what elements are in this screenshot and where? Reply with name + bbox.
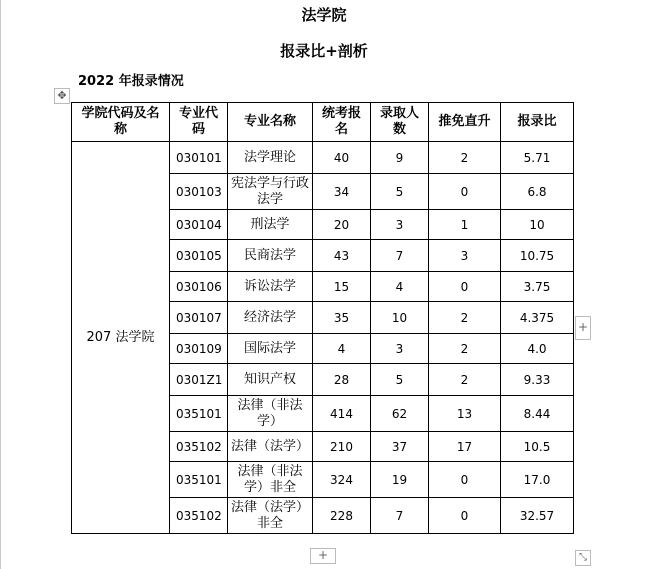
header-major-name: 专业名称	[228, 103, 313, 142]
cell-ratio: 5.71	[501, 142, 574, 174]
cell-admitted: 62	[371, 396, 429, 432]
cell-applicants: 34	[313, 174, 371, 210]
cell-major-name: 宪法学与行政法学	[228, 174, 313, 210]
table-move-handle-icon[interactable]: ✥	[54, 88, 70, 104]
cell-major-name: 法学理论	[228, 142, 313, 174]
cell-major-name: 法律（法学）	[228, 432, 313, 462]
cell-major-name: 知识产权	[228, 364, 313, 396]
cell-recommended: 0	[429, 462, 501, 498]
document-title: 法学院	[301, 6, 347, 24]
cell-major-code: 030104	[170, 210, 228, 240]
cell-college: 207 法学院	[72, 142, 170, 534]
cell-recommended: 13	[429, 396, 501, 432]
cell-admitted: 4	[371, 272, 429, 302]
header-major-code: 专业代码	[170, 103, 228, 142]
cell-ratio: 4.0	[501, 334, 574, 364]
cell-ratio: 10	[501, 210, 574, 240]
document-subtitle: 报录比+剖析	[280, 42, 368, 60]
cell-major-name: 经济法学	[228, 302, 313, 334]
cell-applicants: 4	[313, 334, 371, 364]
header-admitted: 录取人数	[371, 103, 429, 142]
cell-recommended: 2	[429, 364, 501, 396]
cell-admitted: 7	[371, 498, 429, 534]
cell-recommended: 0	[429, 498, 501, 534]
cell-admitted: 37	[371, 432, 429, 462]
cell-recommended: 0	[429, 174, 501, 210]
cell-applicants: 228	[313, 498, 371, 534]
cell-major-name: 法律（非法学）	[228, 396, 313, 432]
section-heading: 2022 年报录情况	[78, 74, 184, 89]
cell-ratio: 3.75	[501, 272, 574, 302]
cell-admitted: 19	[371, 462, 429, 498]
cell-major-name: 诉讼法学	[228, 272, 313, 302]
cell-recommended: 2	[429, 142, 501, 174]
cell-ratio: 32.57	[501, 498, 574, 534]
header-ratio: 报录比	[501, 103, 574, 142]
cell-recommended: 1	[429, 210, 501, 240]
cell-applicants: 28	[313, 364, 371, 396]
cell-major-name: 国际法学	[228, 334, 313, 364]
cell-ratio: 17.0	[501, 462, 574, 498]
cell-ratio: 4.375	[501, 302, 574, 334]
cell-major-code: 035101	[170, 462, 228, 498]
cell-applicants: 43	[313, 240, 371, 272]
cell-ratio: 6.8	[501, 174, 574, 210]
cell-admitted: 3	[371, 210, 429, 240]
cell-recommended: 0	[429, 272, 501, 302]
header-college: 学院代码及名称	[72, 103, 170, 142]
cell-major-code: 030101	[170, 142, 228, 174]
cell-applicants: 210	[313, 432, 371, 462]
cell-applicants: 324	[313, 462, 371, 498]
cell-recommended: 2	[429, 302, 501, 334]
header-recommended: 推免直升	[429, 103, 501, 142]
admissions-table	[71, 102, 574, 534]
cell-major-code: 030103	[170, 174, 228, 210]
table-header-row	[72, 103, 574, 142]
cell-major-code: 030109	[170, 334, 228, 364]
cell-ratio: 8.44	[501, 396, 574, 432]
cell-recommended: 3	[429, 240, 501, 272]
cell-major-name: 刑法学	[228, 210, 313, 240]
cell-major-code: 0301Z1	[170, 364, 228, 396]
cell-admitted: 9	[371, 142, 429, 174]
cell-ratio: 10.75	[501, 240, 574, 272]
cell-major-code: 030105	[170, 240, 228, 272]
cell-major-name: 法律（法学）非全	[228, 498, 313, 534]
cell-applicants: 20	[313, 210, 371, 240]
add-column-icon[interactable]: +	[575, 316, 591, 340]
cell-major-code: 035101	[170, 396, 228, 432]
cell-major-name: 法律（非法学）非全	[228, 462, 313, 498]
cell-major-code: 035102	[170, 498, 228, 534]
cell-major-code: 035102	[170, 432, 228, 462]
cell-ratio: 10.5	[501, 432, 574, 462]
cell-major-code: 030107	[170, 302, 228, 334]
table-resize-icon[interactable]: ⤡	[575, 550, 591, 566]
cell-major-name: 民商法学	[228, 240, 313, 272]
cell-admitted: 5	[371, 174, 429, 210]
cell-admitted: 3	[371, 334, 429, 364]
cell-ratio: 9.33	[501, 364, 574, 396]
cell-applicants: 15	[313, 272, 371, 302]
cell-admitted: 7	[371, 240, 429, 272]
cell-admitted: 5	[371, 364, 429, 396]
cell-recommended: 2	[429, 334, 501, 364]
header-applicants: 统考报名	[313, 103, 371, 142]
table-row	[72, 142, 574, 174]
add-row-icon[interactable]: +	[310, 548, 336, 564]
cell-admitted: 10	[371, 302, 429, 334]
cell-applicants: 35	[313, 302, 371, 334]
page-left-edge	[0, 0, 1, 569]
cell-applicants: 40	[313, 142, 371, 174]
cell-major-code: 030106	[170, 272, 228, 302]
cell-applicants: 414	[313, 396, 371, 432]
cell-recommended: 17	[429, 432, 501, 462]
